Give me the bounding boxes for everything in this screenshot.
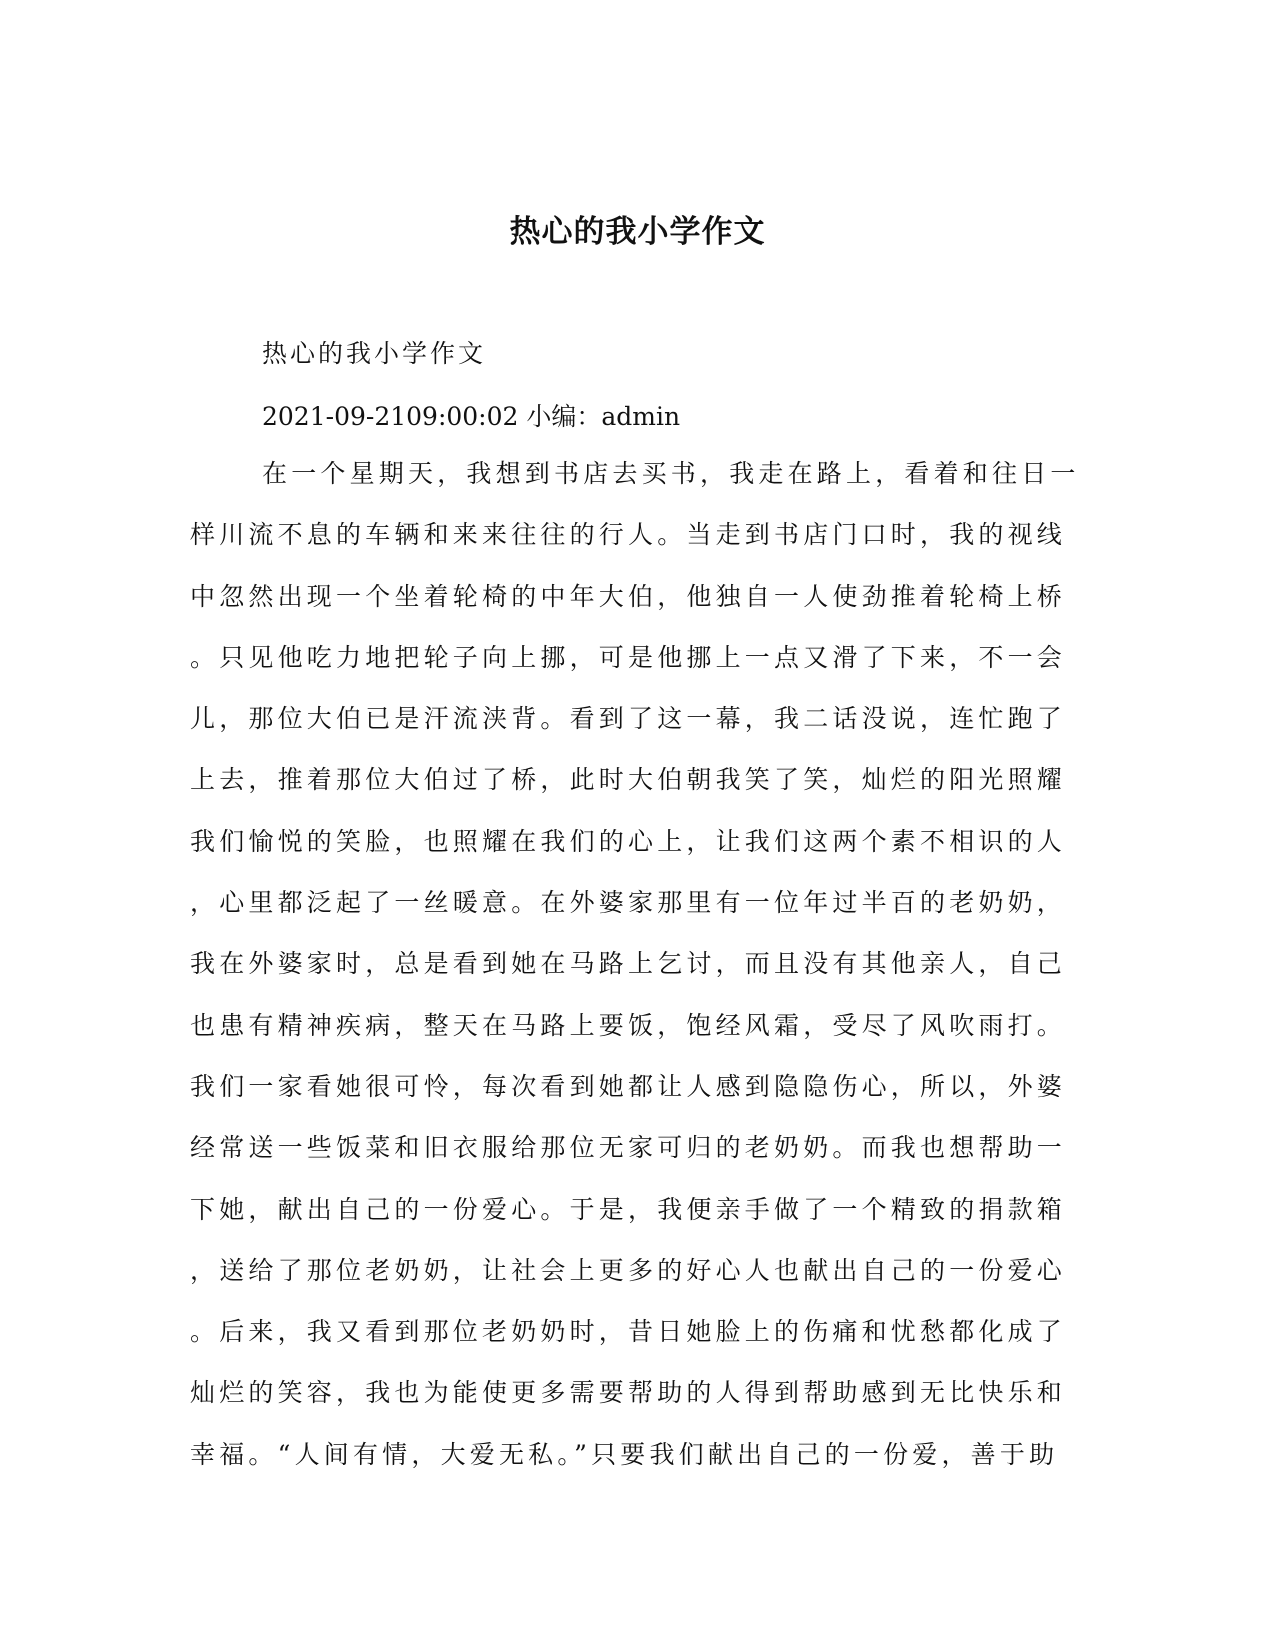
body-line: ，送给了那位老奶奶，让社会上更多的好心人也献出自己的一份爱心 [190, 1255, 1067, 1285]
body-line: ，心里都泛起了一丝暖意。在外婆家那里有一位年过半百的老奶奶， [190, 888, 1067, 918]
article-meta: 2021-09-2109:00:02 小编：admin [262, 402, 681, 431]
body-line: 灿烂的笑容，我也为能使更多需要帮助的人得到帮助感到无比快乐和 [190, 1378, 1067, 1408]
body-line: 。后来，我又看到那位老奶奶时，昔日她脸上的伤痛和忧愁都化成了 [190, 1317, 1067, 1347]
article-body [190, 443, 1090, 1485]
document-title: 热心的我小学作文 [509, 214, 766, 250]
body-line: 儿，那位大伯已是汗流浃背。看到了这一幕，我二话没说，连忙跑了 [190, 704, 1067, 734]
body-line: 我在外婆家时，总是看到她在马路上乞讨，而且没有其他亲人，自己 [190, 949, 1067, 979]
article-subtitle: 热心的我小学作文 [262, 339, 487, 368]
body-line: 我们愉悦的笑脸，也照耀在我们的心上，让我们这两个素不相识的人 [190, 826, 1067, 856]
body-line: 也患有精神疾病，整天在马路上要饭，饱经风霜，受尽了风吹雨打。 [190, 1010, 1067, 1040]
body-line: 我们一家看她很可怜，每次看到她都让人感到隐隐伤心，所以，外婆 [190, 1071, 1067, 1101]
body-line: 样川流不息的车辆和来来往往的行人。当走到书店门口时，我的视线 [190, 520, 1067, 550]
body-line: 上去，推着那位大伯过了桥，此时大伯朝我笑了笑，灿烂的阳光照耀 [190, 765, 1067, 795]
body-line: 下她，献出自己的一份爱心。于是，我便亲手做了一个精致的捐款箱 [190, 1194, 1067, 1224]
body-line: 在一个星期天，我想到书店去买书，我走在路上，看着和往日一 [262, 459, 1080, 488]
body-line: 。只见他吃力地把轮子向上挪，可是他挪上一点又滑了下来，不一会 [190, 642, 1067, 672]
body-line: 幸福。“人间有情，大爱无私。”只要我们献出自己的一份爱，善于助 [190, 1439, 1059, 1469]
body-line: 中忽然出现一个坐着轮椅的中年大伯，他独自一人使劲推着轮椅上桥 [190, 581, 1067, 611]
body-line: 经常送一些饭菜和旧衣服给那位无家可归的老奶奶。而我也想帮助一 [190, 1133, 1067, 1163]
